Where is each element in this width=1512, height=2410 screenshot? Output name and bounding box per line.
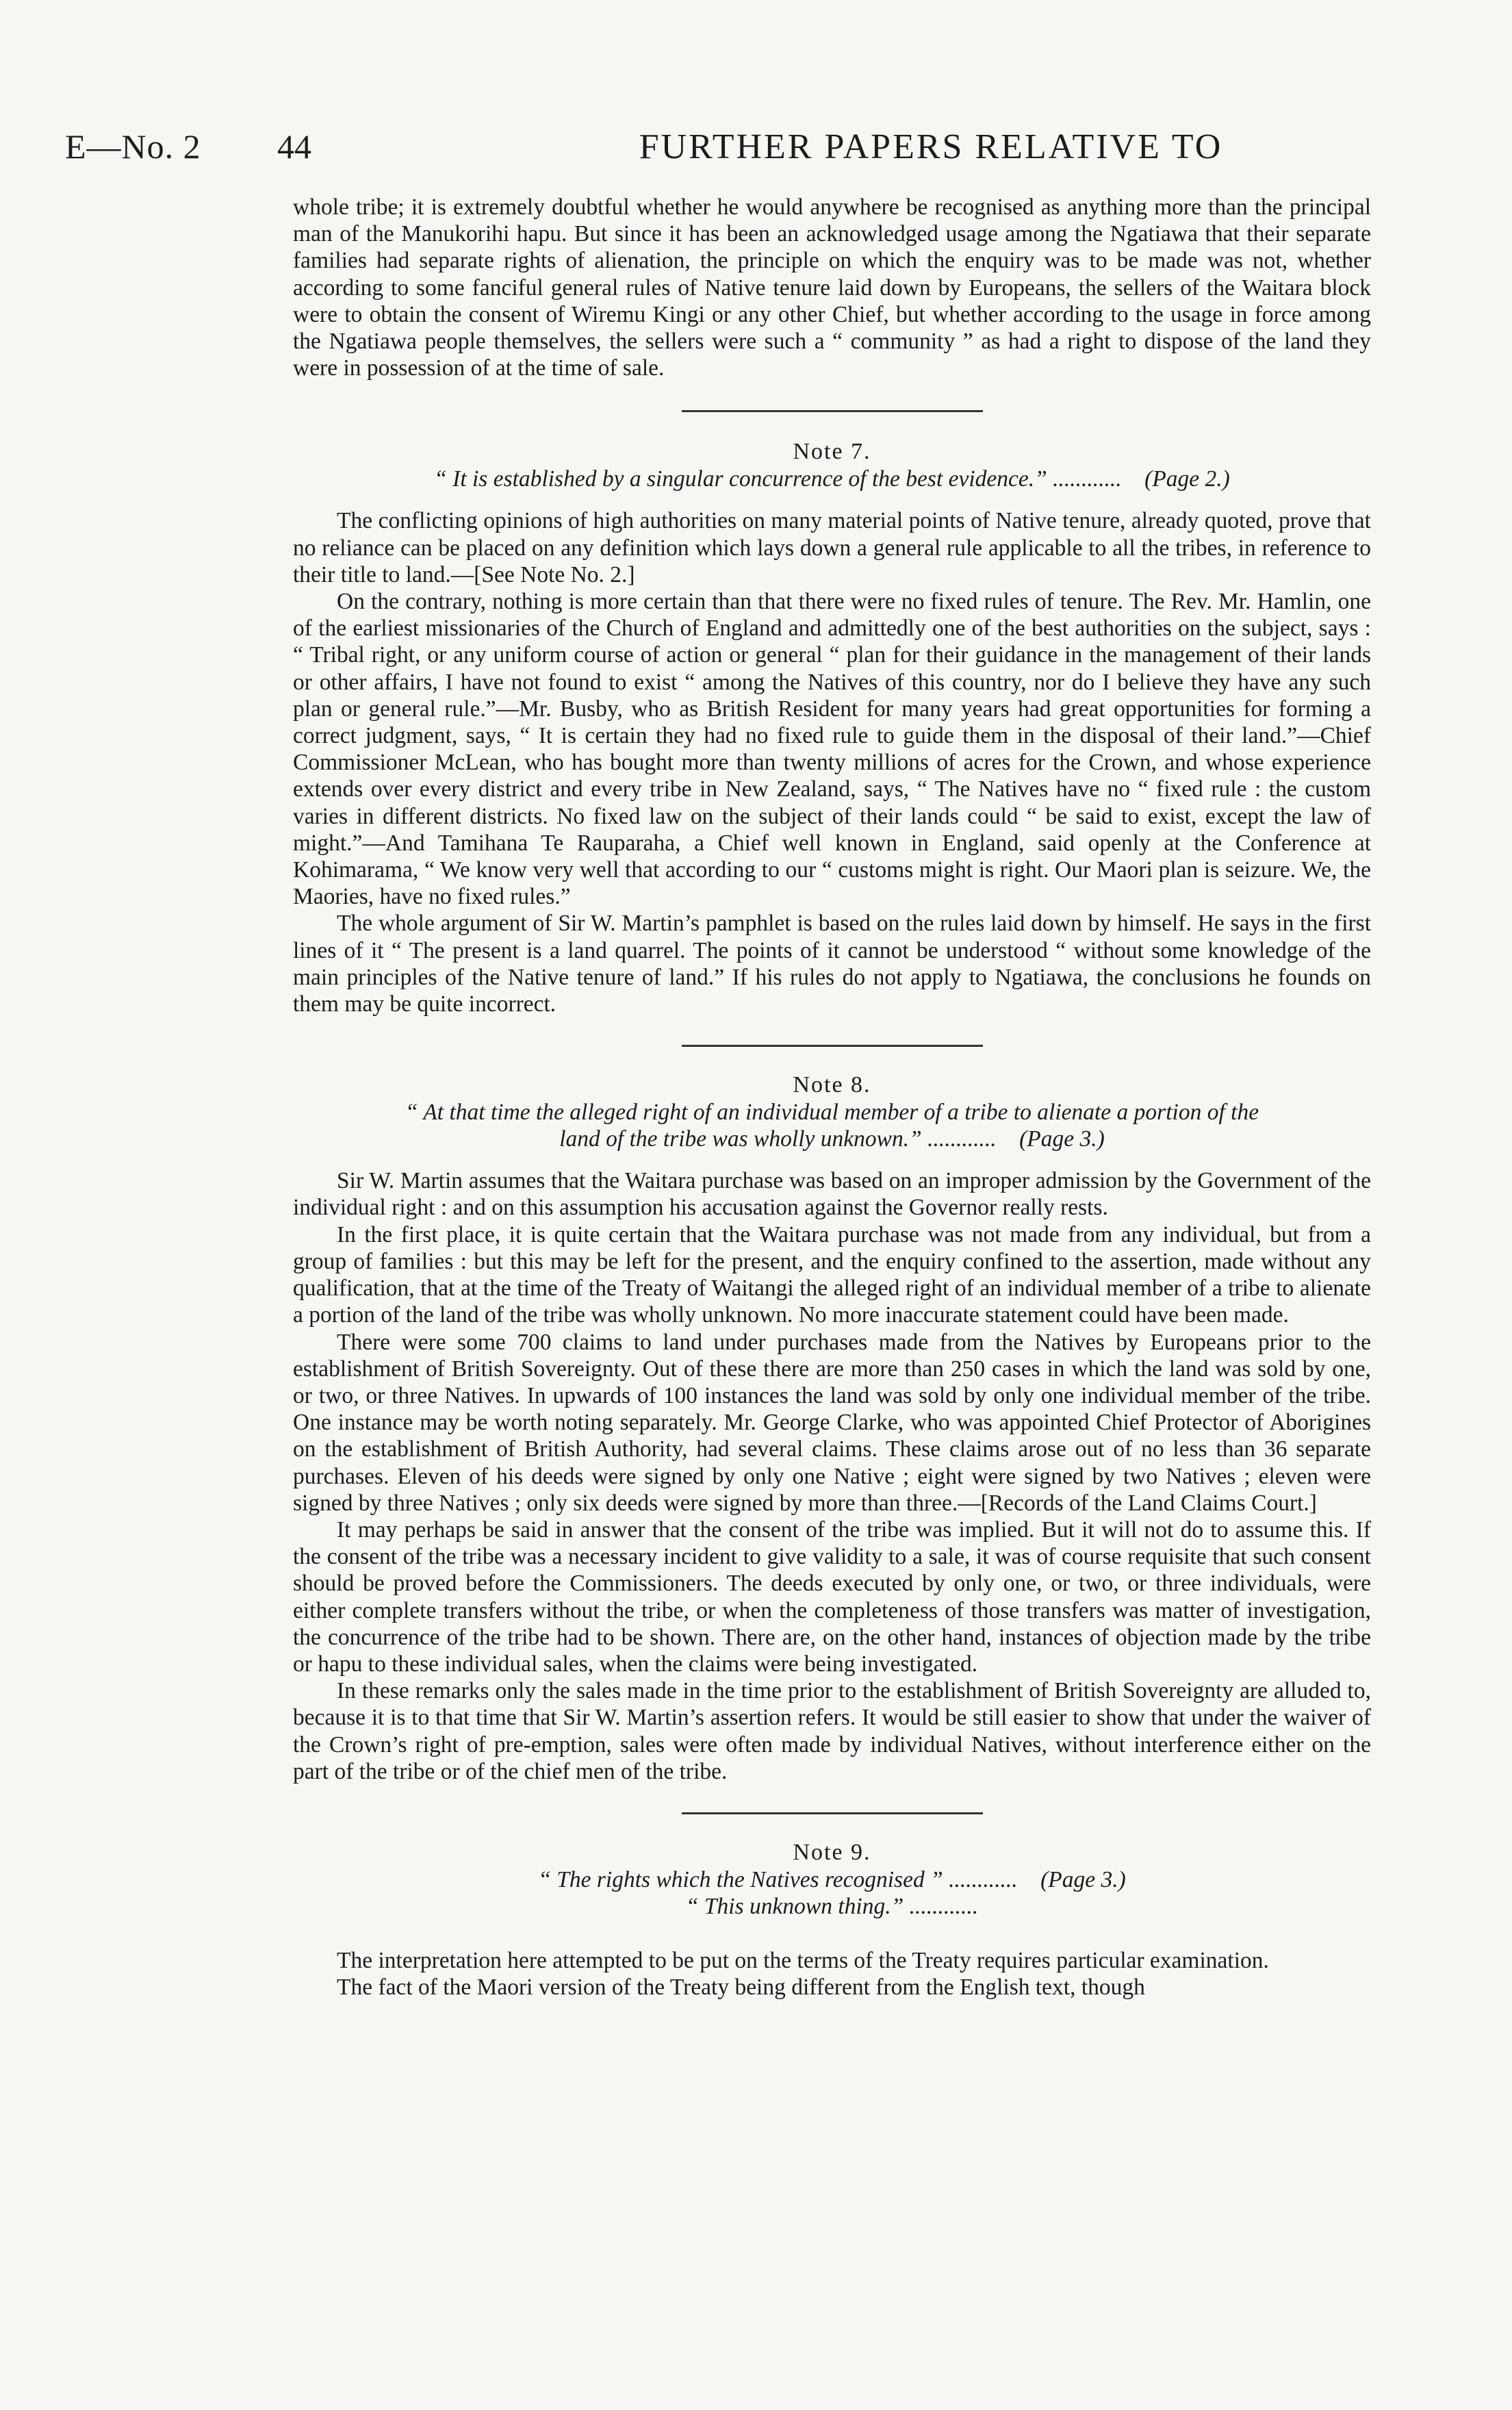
- note-7-quote: “ It is established by a singular concurrence of the best evidence.” ............ (Page 2.): [434, 466, 1230, 492]
- note-8-paragraph: In these remarks only the sales made in the time prior to the establishment of British Sovereignty are alluded to, because it is to that time that Sir W. Martin’s assertion refers. It would be still easier to show that under the waiver of the Crown’s right of pre-emption, sales were often made by individual Natives, without interference either on the part of the tribe or of the chief men of the tribe.: [293, 1678, 1371, 1784]
- intro-paragraph: whole tribe; it is extremely doubtful whether he would anywhere be recognised as anything more than the principal man of the Manukorihi hapu. But since it has been an acknowledged usage among the Ngatiawa that their separate families had separate rights of alienation, the principle on which the enquiry was to be made was not, whether according to some fanciful general rules of Native tenure laid down by Europeans, the sellers of the Waitara block were to obtain the consent of Wiremu Kingi or any other Chief, but whether according to the usage in force among the Ngatiawa people themselves, the sellers were such a “ community ” as had a right to dispose of the land they were in possession of at the time of sale.: [293, 194, 1371, 381]
- note-7-paragraph: On the contrary, nothing is more certain than that there were no fixed rules of tenure. The Rev. Mr. Hamlin, one of the earliest missionaries of the Church of England and admittedly one of the best authorities on the subject, says : “ Tribal right, or any uniform course of action or general “ plan for their guidance in the management of their lands or other affairs, I have not found to exist “ among the Natives of this country, nor do I believe they have any such plan or general rule.”—Mr. Busby, who as British Resident for many years had great opportunities for forming a correct judgment, says, “ It is certain they had no fixed rule to guide them in the disposal of their land.”—Chief Commissioner McLean, who has bought more than twenty millions of acres for the Crown, and whose experience extends over every district and every tribe in New Zealand, says, “ The Natives have no “ fixed rule : the custom varies in different districts. No fixed law on the subject of their lands could “ be said to exist, except the law of might.”—And Tamihana Te Rauparaha, a Chief well known in England, said openly at the Conference at Kohimarama, “ We know very well that according to our “ customs might is right. Our Maori plan is seizure. We, the Maories, have no fixed rules.”: [293, 589, 1371, 910]
- note-9-title: Note 9.: [793, 1839, 871, 1865]
- note-7-page-ref: (Page 2.): [1144, 466, 1230, 492]
- page-number: 44: [277, 127, 311, 166]
- document-reference: E—No. 2: [65, 127, 201, 166]
- note-8-quote-line-1: “ At that time the alleged right of an individual member of a tribe to alienate a portion of the: [405, 1100, 1259, 1126]
- running-title: FURTHER PAPERS RELATIVE TO: [639, 127, 1223, 166]
- note-9-paragraph: The interpretation here attempted to be put on the terms of the Treaty requires particular examination.: [337, 1947, 1269, 1973]
- note-8-paragraph: In the first place, it is quite certain that the Waitara purchase was not made from any individual, but from a group of families : but this may be left for the present, and the enquiry confined to the assertion, made without any qualification, that at the time of the Treaty of Waitangi the alleged right of an individual member of a tribe to alienate a portion of the land of the tribe was wholly unknown. No more inaccurate statement could have been made.: [293, 1221, 1371, 1328]
- note-8-quote-line-2: land of the tribe was wholly unknown.” ............ (Page 3.): [559, 1126, 1105, 1152]
- page-header: [65, 127, 1461, 175]
- note-9-quote-2: “ This unknown thing.” ............: [685, 1893, 979, 1919]
- note-7-paragraph: The conflicting opinions of high authorities on many material points of Native tenure, already quoted, prove that no reliance can be placed on any definition which lays down a general rule applicable to all the tribes, in reference to their title to land.—[See Note No. 2.]: [293, 508, 1371, 587]
- note-8: [293, 1071, 1371, 1785]
- note-7-paragraph: The whole argument of Sir W. Martin’s pamphlet is based on the rules laid down by himself. He says in the first lines of it “ The present is a land quarrel. The points of it cannot be understood “ without some knowledge of the main principles of the Native tenure of land.” If his rules do not apply to Ngatiawa, the conclusions he founds on them may be quite incorrect.: [293, 911, 1371, 1017]
- note-9-page-ref: (Page 3.): [1040, 1866, 1126, 1892]
- note-9: [293, 1839, 1371, 2001]
- note-8-title: Note 8.: [793, 1072, 871, 1098]
- note-8-paragraph: It may perhaps be said in answer that the consent of the tribe was implied. But it will not do to assume this. If the consent of the tribe was a necessary incident to give validity to a sale, it was of course requisite that such consent should be proved before the Commissioners. The deeds executed by only one, or two, or three individuals, were either complete transfers without the tribe, or when the completeness of those transfers was matter of investigation, the concurrence of the tribe had to be shown. There are, on the other hand, instances of objection made by the tribe or hapu to these individual sales, when the claims were being investigated.: [293, 1517, 1371, 1677]
- document-body: [293, 194, 1371, 2001]
- note-9-quote-1: “ The rights which the Natives recognised ” ............ (Page 3.): [538, 1866, 1126, 1892]
- note-8-paragraph: Sir W. Martin assumes that the Waitara purchase was based on an improper admission by the Government of the individual right : and on this assumption his accusation against the Governor really rests.: [293, 1168, 1371, 1221]
- note-7-title: Note 7.: [793, 439, 871, 465]
- note-8-paragraph: There were some 700 claims to land under purchases made from the Natives by Europeans prior to the establishment of British Sovereignty. Out of these there are more than 250 cases in which the land was sold by one, or two, or three Natives. In upwards of 100 instances the land was sold by only one individual member of the tribe. One instance may be worth noting separately. Mr. George Clarke, who was appointed Chief Protector of Aborigines on the establishment of British Authority, had several claims. These claims arose out of no less than 36 separate purchases. Eleven of his deeds were signed by only one Native ; eight were signed by two Natives ; eleven were signed by three Natives ; only six deeds were signed by more than three.—[Records of the Land Claims Court.]: [293, 1329, 1371, 1516]
- note-8-page-ref: (Page 3.): [1019, 1126, 1105, 1152]
- note-7: [293, 438, 1371, 1017]
- note-9-paragraph: The fact of the Maori version of the Treaty being different from the English text, though: [337, 1975, 1145, 2001]
